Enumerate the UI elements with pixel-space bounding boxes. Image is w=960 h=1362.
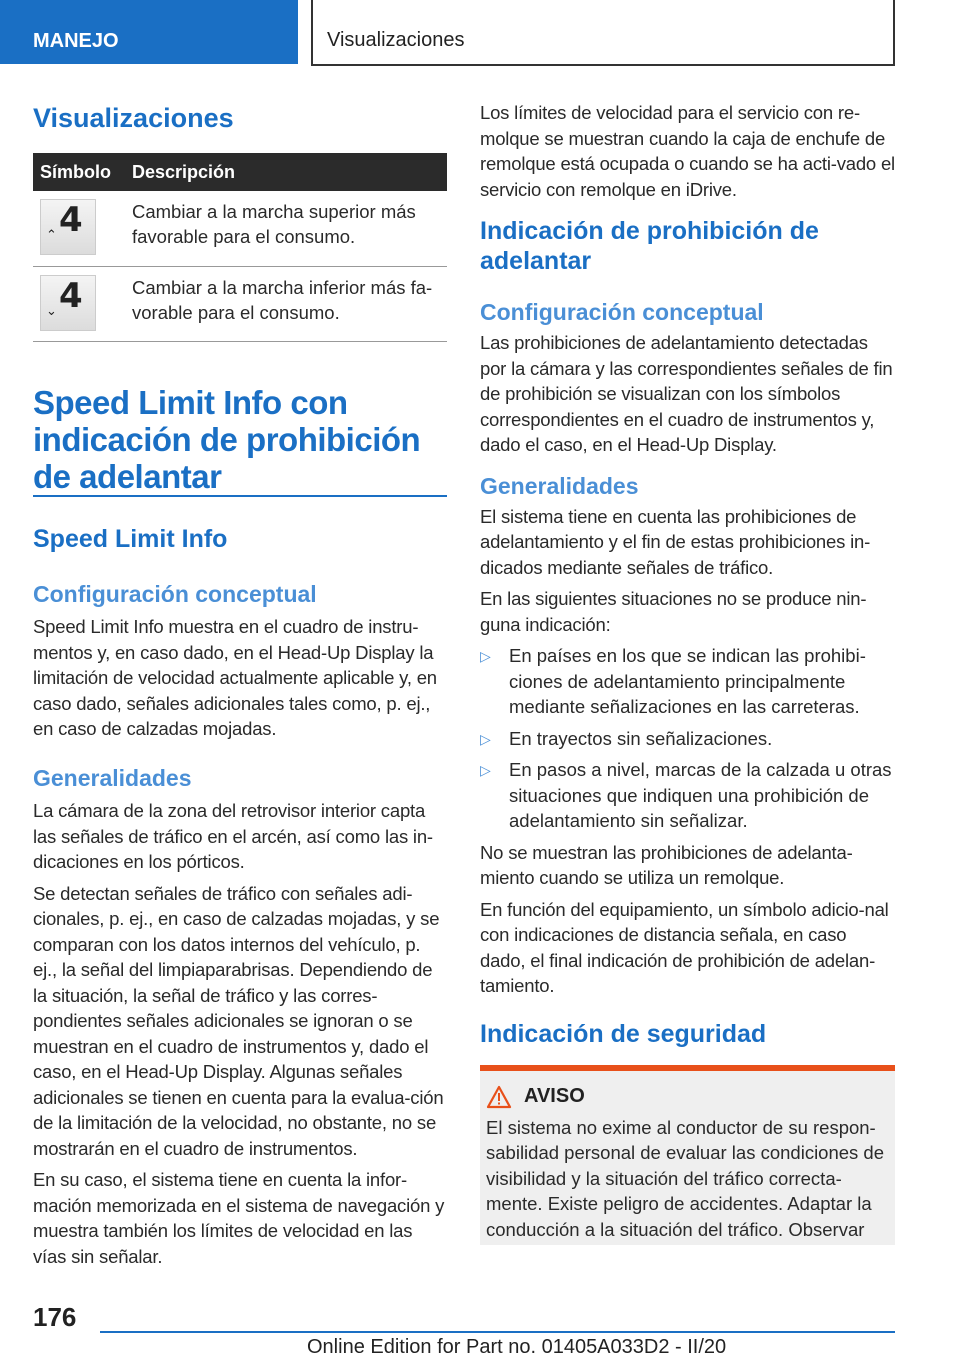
symbol-table	[33, 153, 447, 342]
trailer-text: No se muestran las prohibiciones de adelanta-miento cuando se utiliza un remolque.	[480, 841, 853, 888]
warning-title: AVISO	[524, 1085, 585, 1107]
conf-heading-right: Configuración conceptual	[480, 299, 764, 325]
warning-text: El sistema no exime al conductor de su respon-sabilidad personal de evaluar las condiciones de visibilidad y la situación del tráfico correcta-mente. Existe peligro de accidentes. Adaptar la conducción a la situación del tráfico. Observar	[486, 1116, 885, 1240]
gear-number: 4	[59, 200, 83, 240]
footer-rule	[100, 1331, 895, 1333]
conf-heading: Configuración conceptual	[33, 581, 317, 607]
visualizaciones-heading: Visualizaciones	[33, 103, 234, 133]
gen-heading-right: Generalidades	[480, 472, 639, 499]
symbol-cell	[33, 191, 132, 266]
triangle-bullet-icon: ▷	[480, 762, 491, 778]
gen-text-right-2: En las siguientes situaciones no se produce nin-guna indicación:	[480, 588, 867, 635]
col-header-description: Descripción	[132, 153, 447, 191]
table-row	[33, 191, 447, 266]
chapter-label: Visualizaciones	[327, 29, 465, 51]
triangle-bullet-icon: ▷	[480, 648, 491, 664]
right-column	[480, 100, 896, 1245]
edition-footer: Online Edition for Part no. 01405A033D2 - II/20	[307, 1336, 727, 1358]
arrow-down-icon: ⌄	[46, 302, 57, 318]
table-row	[33, 266, 447, 341]
section-label: MANEJO	[33, 30, 119, 52]
sli-heading: Speed Limit Info	[33, 525, 228, 553]
gen-heading: Generalidades	[33, 765, 192, 791]
gear-down-icon	[40, 275, 96, 331]
intro-text: Los límites de velocidad para el servicio con re-molque se muestran cuando la caja de enchufe de remolque está ocupada o cuando se ha acti-vado el servicio con remolque en iDrive.	[480, 102, 895, 200]
chapter-box	[311, 0, 895, 66]
gen-text-1: La cámara de la zona del retrovisor interior capta las señales de tráfico en el arcén, así como las in-dicaciones en los pórticos.	[33, 800, 433, 872]
triangle-bullet-icon: ▷	[480, 730, 491, 747]
list-item: ▷ En países en los que se indican las prohibi-ciones de adelantamiento principalmente mediante señalizaciones en las carreteras.	[480, 645, 866, 717]
description-cell: Cambiar a la marcha superior más favorable para el consumo.	[132, 191, 447, 266]
conf-text-right: Las prohibiciones de adelantamiento detectadas por la cámara y las correspondientes señales de fin de prohibición se visualizan con los símbolos correspondientes en el cuadro de instrumentos y, dado el caso, en el Head-Up Display.	[480, 332, 893, 455]
arrow-up-icon: ⌃	[46, 227, 57, 242]
list-item: ▷ En trayectos sin señalizaciones.	[480, 726, 896, 752]
safety-heading: Indicación de seguridad	[480, 1019, 767, 1048]
table-header-row	[33, 153, 447, 191]
gen-text-right-1: El sistema tiene en cuenta las prohibiciones de adelantamiento y el fin de estas prohibiciones in-dicados mediante señales de tráfico.	[480, 505, 871, 578]
gen-text-3: En su caso, el sistema tiene en cuenta la infor-mación memorizada en el sistema de navegación y muestra también los límites de velocidad en las vías sin señalar.	[33, 1169, 445, 1267]
gear-up-icon	[40, 199, 96, 255]
list-item: ▷ En pasos a nivel, marcas de la calzada u otras situaciones que indiquen una prohibición de adelantamiento sin señalizar.	[480, 759, 892, 831]
gen-text-2: Se detectan señales de tráfico con señales adi-cionales, p. ej., en caso de calzadas mojadas, y se comparan con los datos internos del vehículo, p. ej., la señal del limpiaparabrisas. Dependiendo de la situación, la señal de tráfico y las corres-pondientes señales adicionales se ignoran o se muestran en el cuadro de instrumentos y, dado el caso, en el Head-Up Display. Algunas señales adicionales se tienen en cuenta para la evalua-ción de la limitación de la velocidad, no obstante, no se mostrarán en el cuadro de instrumentos.	[33, 882, 444, 1159]
warning-triangle-icon	[486, 1085, 512, 1109]
no-passing-heading: Indicación de prohibición de adelantar	[480, 217, 819, 275]
page-number: 176	[33, 1302, 77, 1332]
title-rule	[33, 495, 447, 497]
speed-limit-title: Speed Limit Info con indicación de prohibición de adelantar	[33, 384, 421, 495]
section-tab	[0, 0, 298, 64]
warning-header	[486, 1085, 889, 1109]
gear-number: 4	[59, 275, 83, 316]
col-header-symbol: Símbolo	[33, 153, 132, 191]
warning-box	[480, 1065, 895, 1245]
distance-symbol-text: En función del equipamiento, un símbolo adicio-nal con indicaciones de distancia señala, en caso dado, el final indicación de prohibición de adelan-tamiento.	[480, 898, 889, 996]
description-cell: Cambiar a la marcha inferior más fa-vorable para el consumo.	[132, 266, 447, 341]
gen-body	[33, 798, 449, 1275]
conf-text: Speed Limit Info muestra en el cuadro de instru-mentos y, en caso dado, en el Head-Up Display la limitación de velocidad actualmente aplicable y, en caso dado, señales adicionales tales como, p. ej., en caso de calzadas mojadas.	[33, 616, 437, 739]
situations-list	[480, 643, 896, 834]
symbol-cell	[33, 266, 132, 341]
